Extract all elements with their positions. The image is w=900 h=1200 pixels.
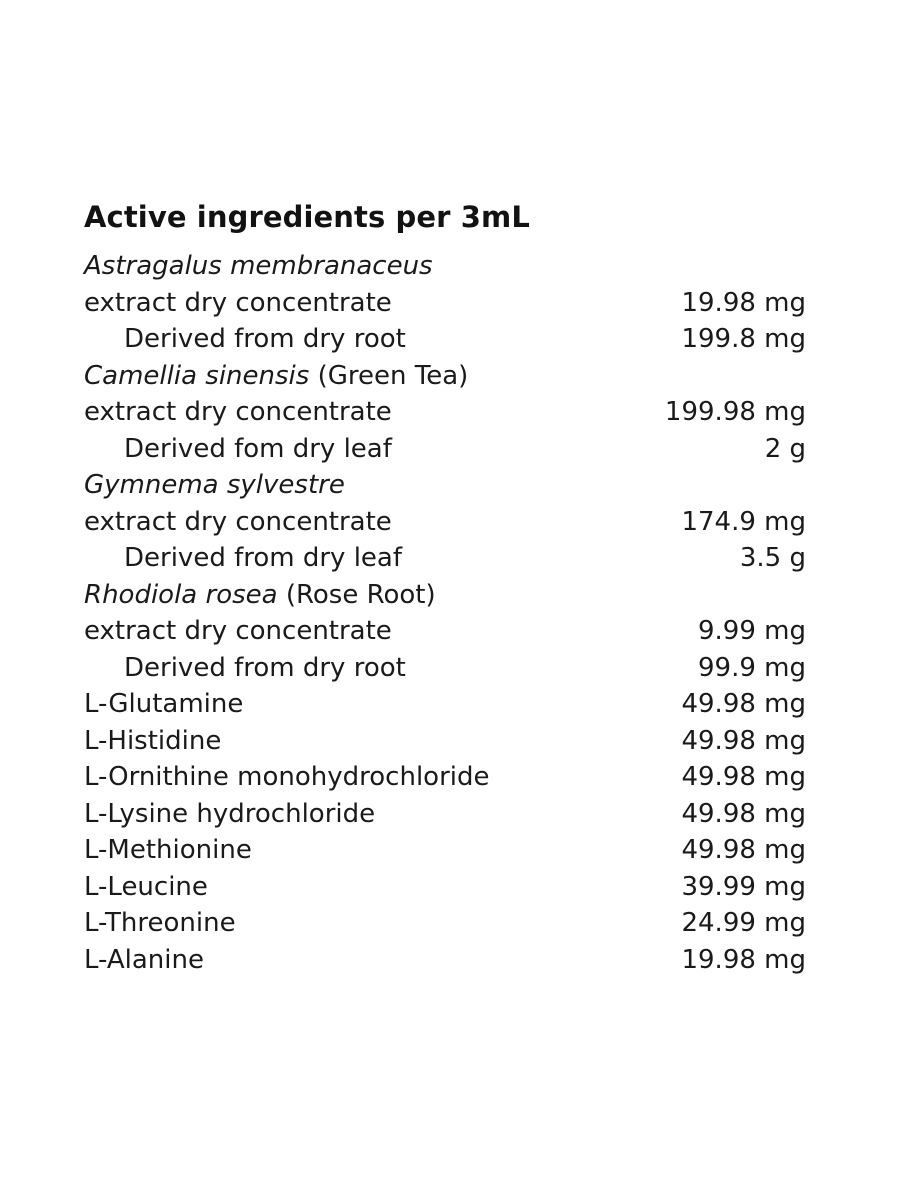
page-title: Active ingredients per 3mL xyxy=(84,200,530,234)
ingredient-name-text: extract dry concentrate xyxy=(84,616,392,646)
table-row xyxy=(84,358,806,395)
ingredient-amount: 199.8 mg xyxy=(681,324,806,354)
ingredient-name-text: L-Ornithine monohydrochloride xyxy=(84,762,490,792)
ingredient-name-text: Astragalus membranaceus xyxy=(84,251,433,281)
ingredient-name xyxy=(84,394,606,431)
table-row xyxy=(84,686,806,723)
ingredient-name xyxy=(84,613,606,650)
table-row xyxy=(84,467,806,504)
ingredients-table-body xyxy=(84,248,806,978)
ingredients-table xyxy=(84,248,806,978)
ingredient-name xyxy=(84,723,606,760)
ingredient-name xyxy=(84,759,606,796)
ingredient-name-text: Camellia sinensis xyxy=(84,360,310,391)
table-row xyxy=(84,394,806,431)
ingredient-name xyxy=(84,650,606,687)
ingredient-name-text: L-Methionine xyxy=(84,835,252,865)
ingredient-name-text: L-Leucine xyxy=(84,871,208,902)
ingredient-name-text: L-Histidine xyxy=(84,725,222,756)
ingredient-amount xyxy=(606,577,806,614)
ingredient-name-text: L-Alanine xyxy=(84,944,204,975)
ingredient-name xyxy=(84,577,606,614)
ingredient-amount: 49.98 mg xyxy=(681,725,806,756)
ingredient-name xyxy=(84,358,606,395)
ingredient-name xyxy=(84,431,606,468)
table-row xyxy=(84,832,806,869)
table-row xyxy=(84,321,806,358)
ingredient-amount: 39.99 mg xyxy=(681,871,806,902)
ingredient-amount: 9.99 mg xyxy=(698,616,806,646)
ingredient-name-text: Derived from dry root xyxy=(124,652,406,683)
ingredient-amount: 174.9 mg xyxy=(681,506,806,537)
ingredient-name-text: L-Threonine xyxy=(84,908,236,938)
ingredient-name-text: L-Glutamine xyxy=(84,689,244,719)
ingredient-name-text: L-Lysine hydrochloride xyxy=(84,798,376,829)
table-row xyxy=(84,285,806,322)
ingredient-amount: 49.98 mg xyxy=(681,689,806,719)
ingredient-name xyxy=(84,248,606,285)
ingredient-name-text: Derived from dry leaf xyxy=(124,543,403,573)
ingredient-name xyxy=(84,832,606,869)
ingredient-name xyxy=(84,540,606,577)
ingredient-name-text: Derived from dry root xyxy=(124,324,406,354)
table-row xyxy=(84,504,806,541)
ingredient-amount: 99.9 mg xyxy=(698,652,806,683)
ingredient-name xyxy=(84,869,606,906)
ingredient-name xyxy=(84,504,606,541)
ingredient-amount: 3.5 g xyxy=(739,543,806,573)
table-row xyxy=(84,759,806,796)
ingredient-amount xyxy=(606,248,806,285)
ingredient-name-text: Rhodiola rosea xyxy=(84,579,278,610)
table-row xyxy=(84,869,806,906)
ingredient-amount: 49.98 mg xyxy=(681,762,806,792)
ingredient-name-text: extract dry concentrate xyxy=(84,506,392,537)
ingredient-amount: 24.99 mg xyxy=(681,908,806,938)
ingredient-name-text: extract dry concentrate xyxy=(84,287,392,318)
ingredient-name xyxy=(84,942,606,979)
table-row xyxy=(84,431,806,468)
table-row xyxy=(84,613,806,650)
ingredient-amount: 19.98 mg xyxy=(681,944,806,975)
table-row xyxy=(84,796,806,833)
ingredient-name-text: Gymnema sylvestre xyxy=(84,470,345,500)
ingredient-amount: 199.98 mg xyxy=(664,397,806,427)
ingredient-amount: 19.98 mg xyxy=(681,287,806,318)
table-row xyxy=(84,942,806,979)
ingredient-common-name: (Green Tea) xyxy=(309,360,469,391)
table-row xyxy=(84,650,806,687)
ingredient-name-text: Derived fom dry leaf xyxy=(124,433,392,464)
ingredient-name xyxy=(84,905,606,942)
ingredient-name-text: extract dry concentrate xyxy=(84,397,392,427)
ingredient-name xyxy=(84,686,606,723)
ingredient-amount: 49.98 mg xyxy=(681,835,806,865)
active-ingredients-panel xyxy=(84,200,806,978)
table-row xyxy=(84,905,806,942)
ingredient-common-name: (Rose Root) xyxy=(277,579,436,610)
table-row xyxy=(84,723,806,760)
ingredient-amount: 49.98 mg xyxy=(681,798,806,829)
table-row xyxy=(84,577,806,614)
ingredient-name xyxy=(84,285,606,322)
ingredient-amount xyxy=(606,358,806,395)
table-row xyxy=(84,540,806,577)
ingredient-name xyxy=(84,467,606,504)
ingredient-amount: 2 g xyxy=(764,433,806,464)
ingredient-name xyxy=(84,321,606,358)
ingredient-name xyxy=(84,796,606,833)
ingredient-amount xyxy=(606,467,806,504)
table-row xyxy=(84,248,806,285)
